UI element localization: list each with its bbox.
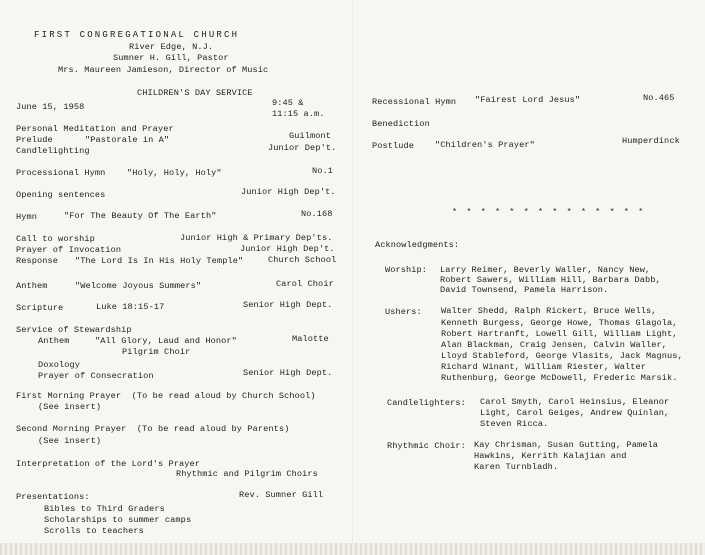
pilgrim-choir: Pilgrim Choir bbox=[122, 347, 191, 357]
presentation-scholarships: Scholarships to summer camps bbox=[44, 515, 192, 525]
hymn-number: No.168 bbox=[301, 209, 333, 219]
meditation-item: Personal Meditation and Prayer bbox=[16, 124, 174, 134]
stewardship-anthem-label: Anthem bbox=[38, 336, 70, 346]
prelude-title: "Pastorale in A" bbox=[85, 135, 170, 145]
worship-names-3: David Townsend, Pamela Harrison. bbox=[440, 285, 609, 295]
worship-names-1: Larry Reimer, Beverly Waller, Nancy New, bbox=[440, 265, 651, 275]
invocation-by: Junior High Dep't. bbox=[240, 244, 335, 254]
opening-label: Opening sentences bbox=[16, 190, 106, 200]
stewardship-label: Service of Stewardship bbox=[16, 325, 132, 335]
worship-label: Worship: bbox=[385, 265, 428, 275]
ushers-names-2: Kenneth Burgess, George Howe, Thomas Glagola, bbox=[441, 318, 678, 328]
worship-names-2: Robert Sawers, William Hill, Barbara Dabb, bbox=[440, 275, 661, 285]
church-name: FIRST CONGREGATIONAL CHURCH bbox=[34, 30, 240, 40]
rhythmic-choir-names-1: Kay Chrisman, Susan Gutting, Pamela bbox=[474, 440, 658, 450]
consecration-by: Senior High Dept. bbox=[243, 368, 333, 378]
recessional-title: "Fairest Lord Jesus" bbox=[475, 95, 581, 105]
recessional-label: Recessional Hymn bbox=[372, 97, 457, 107]
candlelighters-names-3: Steven Ricca. bbox=[480, 419, 549, 429]
candlelighters-label: Candlelighters: bbox=[387, 398, 466, 408]
scripture-reference: Luke 18:15-17 bbox=[96, 302, 165, 312]
ushers-names-7: Ruthenburg, George McDowell, Frederic Marsik. bbox=[441, 373, 678, 383]
anthem-label: Anthem bbox=[16, 281, 48, 291]
music-director-line: Mrs. Maureen Jamieson, Director of Music bbox=[58, 65, 269, 75]
candlelighters-names-1: Carol Smyth, Carol Heinsius, Eleanor bbox=[480, 397, 670, 407]
star-divider: * * * * * * * * * * * * * * bbox=[452, 207, 646, 217]
candlelighting-label: Candlelighting bbox=[16, 146, 90, 156]
invocation-label: Prayer of Invocation bbox=[16, 245, 122, 255]
presentation-bibles: Bibles to Third Graders bbox=[44, 504, 165, 514]
presentations-label: Presentations: bbox=[16, 492, 90, 502]
interpretation-label: Interpretation of the Lord's Prayer bbox=[16, 459, 200, 469]
first-prayer-insert: (See insert) bbox=[38, 402, 102, 412]
stewardship-anthem-title: "All Glory, Laud and Honor" bbox=[95, 336, 237, 346]
ushers-names-4: Alan Blackman, Craig Jensen, Calvin Waller, bbox=[441, 340, 668, 350]
response-label: Response bbox=[16, 256, 59, 266]
response-by: Church School bbox=[268, 255, 337, 265]
postlude-composer: Humperdinck bbox=[622, 136, 680, 146]
hymn-title: "For The Beauty Of The Earth" bbox=[64, 211, 217, 221]
response-title: "The Lord Is In His Holy Temple" bbox=[75, 256, 244, 266]
prelude-label: Prelude bbox=[16, 135, 53, 145]
call-by: Junior High & Primary Dep'ts. bbox=[180, 233, 333, 243]
candlelighting-by: Junior Dep't. bbox=[268, 143, 337, 153]
page-fold bbox=[352, 0, 353, 555]
recessional-number: No.465 bbox=[643, 93, 675, 103]
call-label: Call to worship bbox=[16, 234, 95, 244]
candlelighters-names-2: Light, Carol Geiges, Andrew Quinlan, bbox=[480, 408, 670, 418]
stewardship-anthem-composer: Malotte bbox=[292, 334, 329, 344]
scan-bottom-edge bbox=[0, 543, 705, 555]
rhythmic-choir-label: Rhythmic Choir: bbox=[387, 441, 466, 451]
rhythmic-choir-names-3: Karen Turnbladh. bbox=[474, 462, 559, 472]
service-title: CHILDREN'S DAY SERVICE bbox=[137, 88, 253, 98]
acknowledgments-heading: Acknowledgments: bbox=[375, 240, 460, 250]
ushers-names-3: Robert Hartranft, Lowell Gill, William Light, bbox=[441, 329, 678, 339]
anthem-by: Carol Choir bbox=[276, 279, 334, 289]
ushers-names-5: Lloyd Stableford, George Vlasits, Jack Magnus, bbox=[441, 351, 683, 361]
pastor-line: Sumner H. Gill, Pastor bbox=[113, 53, 229, 63]
opening-by: Junior High Dep't. bbox=[241, 187, 336, 197]
service-time-1: 9:45 & bbox=[272, 98, 304, 108]
hymn-label: Hymn bbox=[16, 212, 38, 222]
ushers-label: Ushers: bbox=[385, 307, 422, 317]
interpretation-by: Rhythmic and Pilgrim Choirs bbox=[176, 469, 318, 479]
presentations-by: Rev. Sumner Gill bbox=[239, 490, 324, 500]
ushers-names-1: Walter Shedd, Ralph Rickert, Bruce Wells, bbox=[441, 306, 657, 316]
church-location: River Edge, N.J. bbox=[129, 42, 214, 52]
processional-number: No.1 bbox=[312, 166, 334, 176]
anthem-title: "Welcome Joyous Summers" bbox=[75, 281, 202, 291]
ushers-names-6: Richard Winant, William Riester, Walter bbox=[441, 362, 647, 372]
presentation-scrolls: Scrolls to teachers bbox=[44, 526, 144, 536]
rhythmic-choir-names-2: Hawkins, Kerrith Kalajian and bbox=[474, 451, 627, 461]
postlude-title: "Children's Prayer" bbox=[435, 140, 535, 150]
processional-label: Processional Hymn bbox=[16, 168, 106, 178]
scripture-label: Scripture bbox=[16, 303, 64, 313]
postlude-label: Postlude bbox=[372, 141, 415, 151]
consecration-label: Prayer of Consecration bbox=[38, 371, 154, 381]
second-morning-prayer: Second Morning Prayer (To be read aloud by Parents) bbox=[16, 424, 290, 434]
service-time-2: 11:15 a.m. bbox=[272, 109, 325, 119]
service-date: June 15, 1958 bbox=[16, 102, 85, 112]
second-prayer-insert: (See insert) bbox=[38, 436, 102, 446]
scripture-by: Senior High Dept. bbox=[243, 300, 333, 310]
doxology-item: Doxology bbox=[38, 360, 81, 370]
benediction-item: Benediction bbox=[372, 119, 430, 129]
prelude-composer: Guilmont bbox=[289, 131, 332, 141]
first-morning-prayer: First Morning Prayer (To be read aloud by Church School) bbox=[16, 391, 316, 401]
processional-title: "Holy, Holy, Holy" bbox=[127, 168, 222, 178]
